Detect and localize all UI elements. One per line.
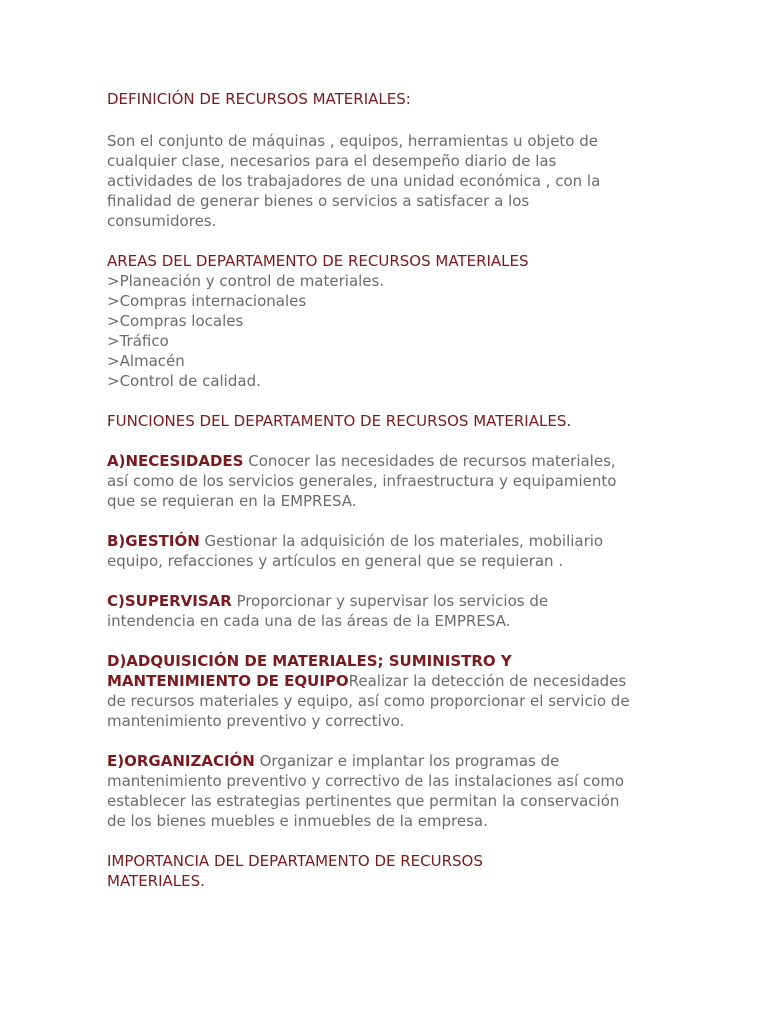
- definition-line: Son el conjunto de máquinas , equipos, herramientas u objeto de: [107, 132, 599, 150]
- function-d-line: mantenimiento preventivo y correctivo.: [107, 712, 405, 730]
- areas-heading: AREAS DEL DEPARTAMENTO DE RECURSOS MATERIALES: [107, 252, 529, 270]
- importance-heading-line: MATERIALES.: [107, 872, 205, 890]
- function-a-line: que se requieran en la EMPRESA.: [107, 492, 357, 510]
- list-item: >Planeación y control de materiales.: [107, 272, 385, 290]
- functions-heading: FUNCIONES DEL DEPARTAMENTO DE RECURSOS MATERIALES.: [107, 412, 572, 430]
- list-item: >Control de calidad.: [107, 372, 261, 390]
- function-d-term: MANTENIMIENTO DE EQUIPO: [107, 672, 349, 690]
- function-a-term: A)NECESIDADES: [107, 452, 244, 470]
- list-item: >Almacén: [107, 352, 185, 370]
- function-b-paragraph: [107, 531, 747, 571]
- definition-paragraph: [107, 131, 747, 231]
- document-page: [107, 89, 747, 891]
- list-item: >Tráfico: [107, 332, 169, 350]
- function-a-line: así como de los servicios generales, infraestructura y equipamiento: [107, 472, 617, 490]
- function-e-line: mantenimiento preventivo y correctivo de las instalaciones así como: [107, 772, 625, 790]
- function-d-paragraph: [107, 651, 747, 731]
- definition-line: actividades de los trabajadores de una unidad económica , con la: [107, 172, 601, 190]
- function-c-paragraph: [107, 591, 747, 631]
- function-e-line: de los bienes muebles e inmuebles de la empresa.: [107, 812, 488, 830]
- function-c-line: intendencia en cada una de las áreas de la EMPRESA.: [107, 612, 511, 630]
- function-d-line: Realizar la detección de necesidades: [348, 672, 627, 690]
- function-c-term: C)SUPERVISAR: [107, 592, 232, 610]
- function-e-term: E)ORGANIZACIÓN: [107, 752, 255, 770]
- importance-heading-line: IMPORTANCIA DEL DEPARTAMENTO DE RECURSOS: [107, 852, 483, 870]
- importance-heading: [107, 851, 747, 891]
- function-d-term: D)ADQUISICIÓN DE MATERIALES; SUMINISTRO Y: [107, 652, 512, 670]
- function-a-line: Conocer las necesidades de recursos materiales,: [243, 452, 616, 470]
- definition-heading: DEFINICIÓN DE RECURSOS MATERIALES:: [107, 90, 411, 108]
- function-a-paragraph: [107, 451, 747, 511]
- definition-line: finalidad de generar bienes o servicios a satisfacer a los: [107, 192, 530, 210]
- function-b-term: B)GESTIÓN: [107, 532, 200, 550]
- function-b-line: equipo, refacciones y artículos en general que se requieran .: [107, 552, 564, 570]
- function-e-line: establecer las estrategias pertinentes que permitan la conservación: [107, 792, 620, 810]
- function-d-line: de recursos materiales y equipo, así como proporcionar el servicio de: [107, 692, 630, 710]
- function-e-line: Organizar e implantar los programas de: [254, 752, 560, 770]
- function-b-line: Gestionar la adquisición de los materiales, mobiliario: [199, 532, 604, 550]
- definition-line: cualquier clase, necesarios para el desempeño diario de las: [107, 152, 557, 170]
- function-c-line: Proporcionar y supervisar los servicios de: [231, 592, 549, 610]
- function-e-paragraph: [107, 751, 747, 831]
- areas-list: [107, 271, 747, 391]
- list-item: >Compras internacionales: [107, 292, 307, 310]
- list-item: >Compras locales: [107, 312, 244, 330]
- definition-line: consumidores.: [107, 212, 217, 230]
